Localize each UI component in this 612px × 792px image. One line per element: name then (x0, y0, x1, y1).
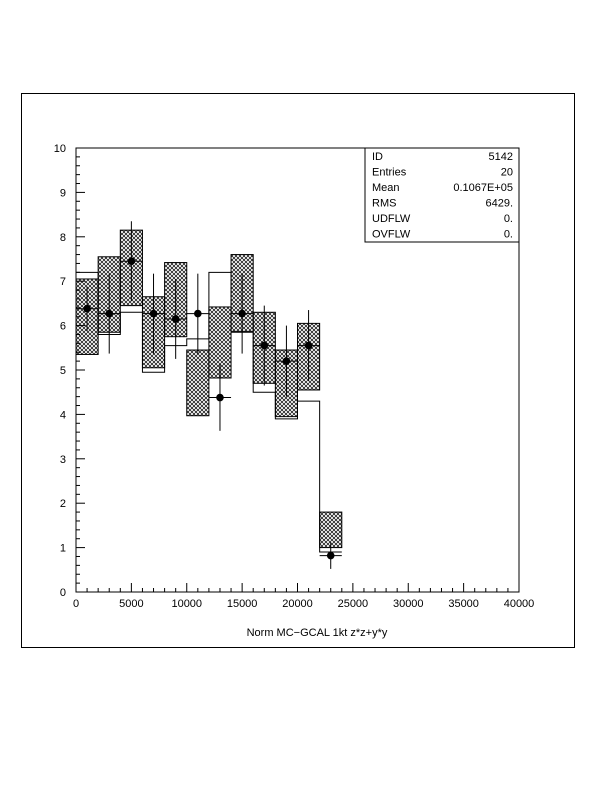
data-point (105, 310, 113, 318)
data-point (172, 315, 180, 323)
data-point (150, 310, 158, 318)
y-tick-label: 10 (53, 143, 66, 155)
stats-label: ID (372, 151, 383, 163)
stats-label: Entries (372, 166, 407, 179)
stats-value: 0.1067E+05 (453, 182, 513, 194)
stats-label: OVFLW (372, 228, 411, 241)
y-tick-label: 5 (59, 365, 66, 377)
data-point (260, 342, 268, 350)
x-axis-label: Norm MC−GCAL 1kt z*z+y*y (246, 627, 388, 639)
stats-value: 0. (503, 228, 513, 241)
y-tick-label: 3 (59, 453, 66, 466)
x-tick-label: 30000 (392, 598, 424, 610)
stats-label: Mean (372, 182, 400, 194)
hatched-band-bin (187, 350, 209, 416)
y-tick-label: 2 (59, 498, 66, 511)
data-point (128, 257, 136, 265)
x-tick-label: 40000 (503, 598, 535, 610)
x-tick-label: 25000 (337, 598, 369, 610)
stats-value: 6429. (485, 197, 513, 210)
x-tick-label: 35000 (448, 598, 479, 610)
y-tick-label: 7 (59, 276, 66, 289)
stats-value: 0. (503, 213, 513, 225)
data-point (83, 305, 91, 313)
x-tick-label: 20000 (282, 598, 313, 610)
x-tick-label: 5000 (119, 598, 144, 610)
x-tick-label: 15000 (226, 598, 258, 610)
y-tick-label: 4 (59, 409, 66, 422)
data-point (327, 552, 335, 560)
y-tick-label: 6 (59, 320, 66, 333)
y-tick-label: 0 (59, 587, 66, 599)
stats-label: RMS (372, 197, 397, 210)
y-tick-label: 1 (59, 542, 66, 555)
stats-value: 5142 (488, 151, 513, 163)
y-tick-label: 8 (59, 231, 66, 244)
data-point (305, 342, 313, 350)
y-tick-label: 9 (59, 187, 66, 200)
stats-value: 20 (500, 166, 513, 179)
x-tick-label: 10000 (171, 598, 203, 610)
data-point (216, 394, 224, 402)
data-point (283, 357, 291, 365)
x-tick-label: 0 (72, 598, 80, 610)
data-point (238, 310, 246, 318)
stats-label: UDFLW (372, 213, 411, 225)
data-point (194, 310, 202, 318)
